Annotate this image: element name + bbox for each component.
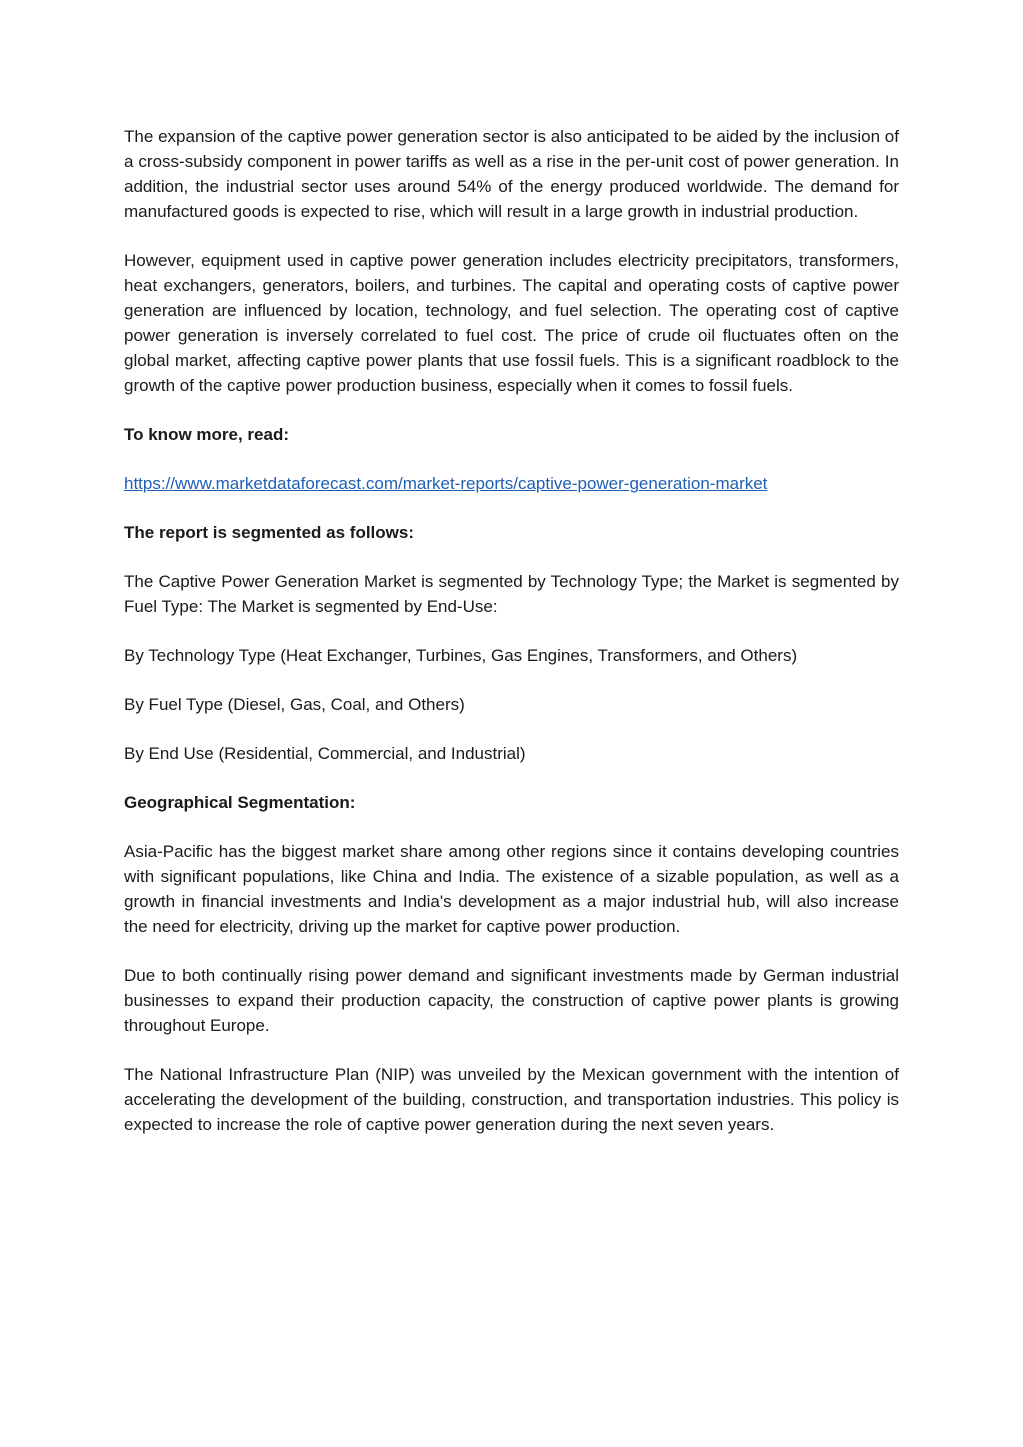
paragraph-expansion: The expansion of the captive power generation sector is also anticipated to be aided by the inclusion of a cross-subsidy component in power tariffs as well as a rise in the per-unit cost of power generation. In addition, the industrial sector uses around 54% of the energy produced worldwide. The demand for manufactured goods is expected to rise, which will result in a large growth in industrial production. <box>124 127 899 221</box>
segment-technology-type: By Technology Type (Heat Exchanger, Turbines, Gas Engines, Transformers, and Others) <box>124 646 798 665</box>
segment-fuel-type: By Fuel Type (Diesel, Gas, Coal, and Others) <box>124 695 465 714</box>
geo-paragraph-europe: Due to both continually rising power demand and significant investments made by German industrial businesses to expand their production capacity, the construction of captive power plants is growing throughout Europe. <box>124 966 899 1035</box>
segmentation-intro: The Captive Power Generation Market is segmented by Technology Type; the Market is segmented by Fuel Type: The Market is segmented by End-Use: <box>124 572 899 616</box>
geo-paragraph-asia-pacific: Asia-Pacific has the biggest market share among other regions since it contains developing countries with significant populations, like China and India. The existence of a sizable population, as well as a growth in financial investments and India's development as a major industrial hub, will also increase the need for electricity, driving up the market for captive power production. <box>124 842 899 936</box>
segment-end-use: By End Use (Residential, Commercial, and Industrial) <box>124 744 526 763</box>
geo-paragraph-mexico: The National Infrastructure Plan (NIP) was unveiled by the Mexican government with the intention of accelerating the development of the building, construction, and transportation industries. This policy is expected to increase the role of captive power generation during the next seven years. <box>124 1065 899 1134</box>
document-page <box>124 124 899 1161</box>
paragraph-equipment-costs: However, equipment used in captive power generation includes electricity precipitators, transformers, heat exchangers, generators, boilers, and turbines. The capital and operating costs of captive power generation are influenced by location, technology, and fuel selection. The operating cost of captive power generation is inversely correlated to fuel cost. The price of crude oil fluctuates often on the global market, affecting captive power plants that use fossil fuels. This is a significant roadblock to the growth of the captive power production business, especially when it comes to fossil fuels. <box>124 251 899 395</box>
report-link[interactable]: https://www.marketdataforecast.com/market-reports/captive-power-generation-market <box>124 474 768 493</box>
segmented-heading: The report is segmented as follows: <box>124 523 415 542</box>
know-more-heading: To know more, read: <box>124 425 289 444</box>
geo-heading: Geographical Segmentation: <box>124 793 356 812</box>
